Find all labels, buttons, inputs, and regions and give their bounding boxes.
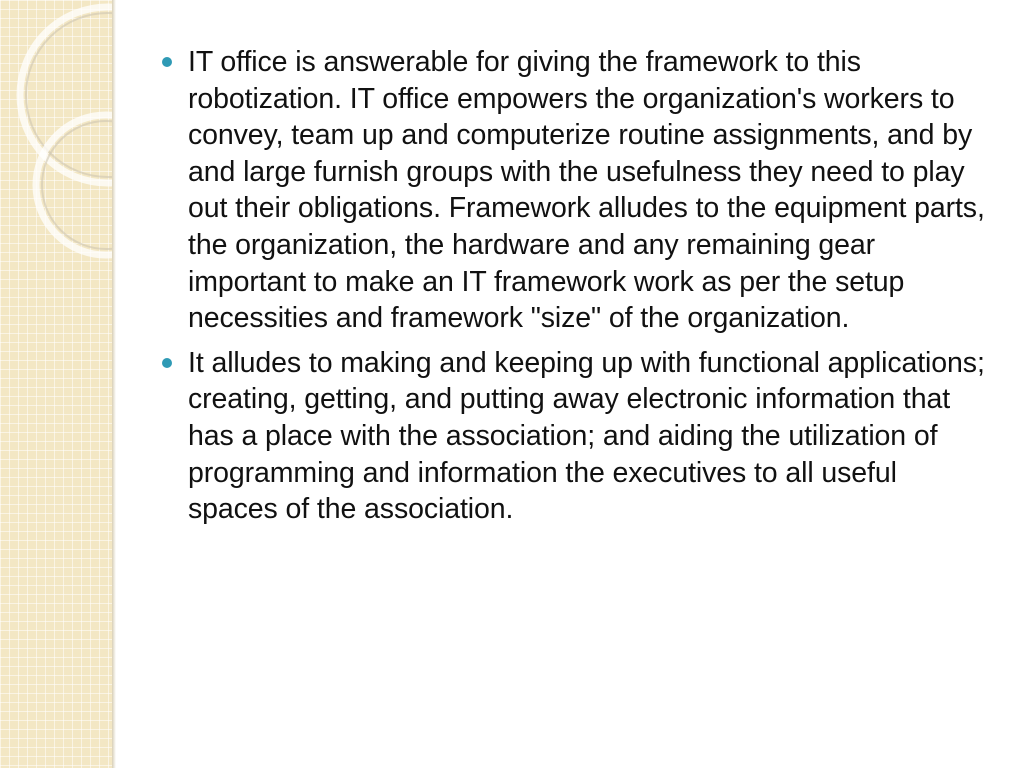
bullet-icon — [162, 57, 172, 67]
decorative-side-panel — [0, 0, 112, 768]
bullet-item — [160, 44, 990, 337]
bullet-text: It alludes to making and keeping up with functional applications; creating, getting, and putting away electronic information that has a place with the association; and aiding the utilization of programming and information the executives to all useful spaces of the association. — [188, 346, 985, 526]
bullet-text: IT office is answerable for giving the framework to this robotization. IT office empowers the organization's workers to convey, team up and computerize routine assignments, and by and large furnish groups with the usefulness they need to play out their obligations. Framework alludes to the equipment parts, the organization, the hardware and any remaining gear important to make an IT framework work as per the setup necessities and framework "size" of the organization. — [188, 46, 985, 335]
bullet-list — [160, 44, 990, 528]
slide-content — [160, 44, 990, 536]
side-panel-shadow — [112, 0, 116, 768]
bullet-icon — [162, 358, 172, 368]
decorative-rings-icon — [0, 0, 112, 768]
bullet-item — [160, 345, 990, 528]
